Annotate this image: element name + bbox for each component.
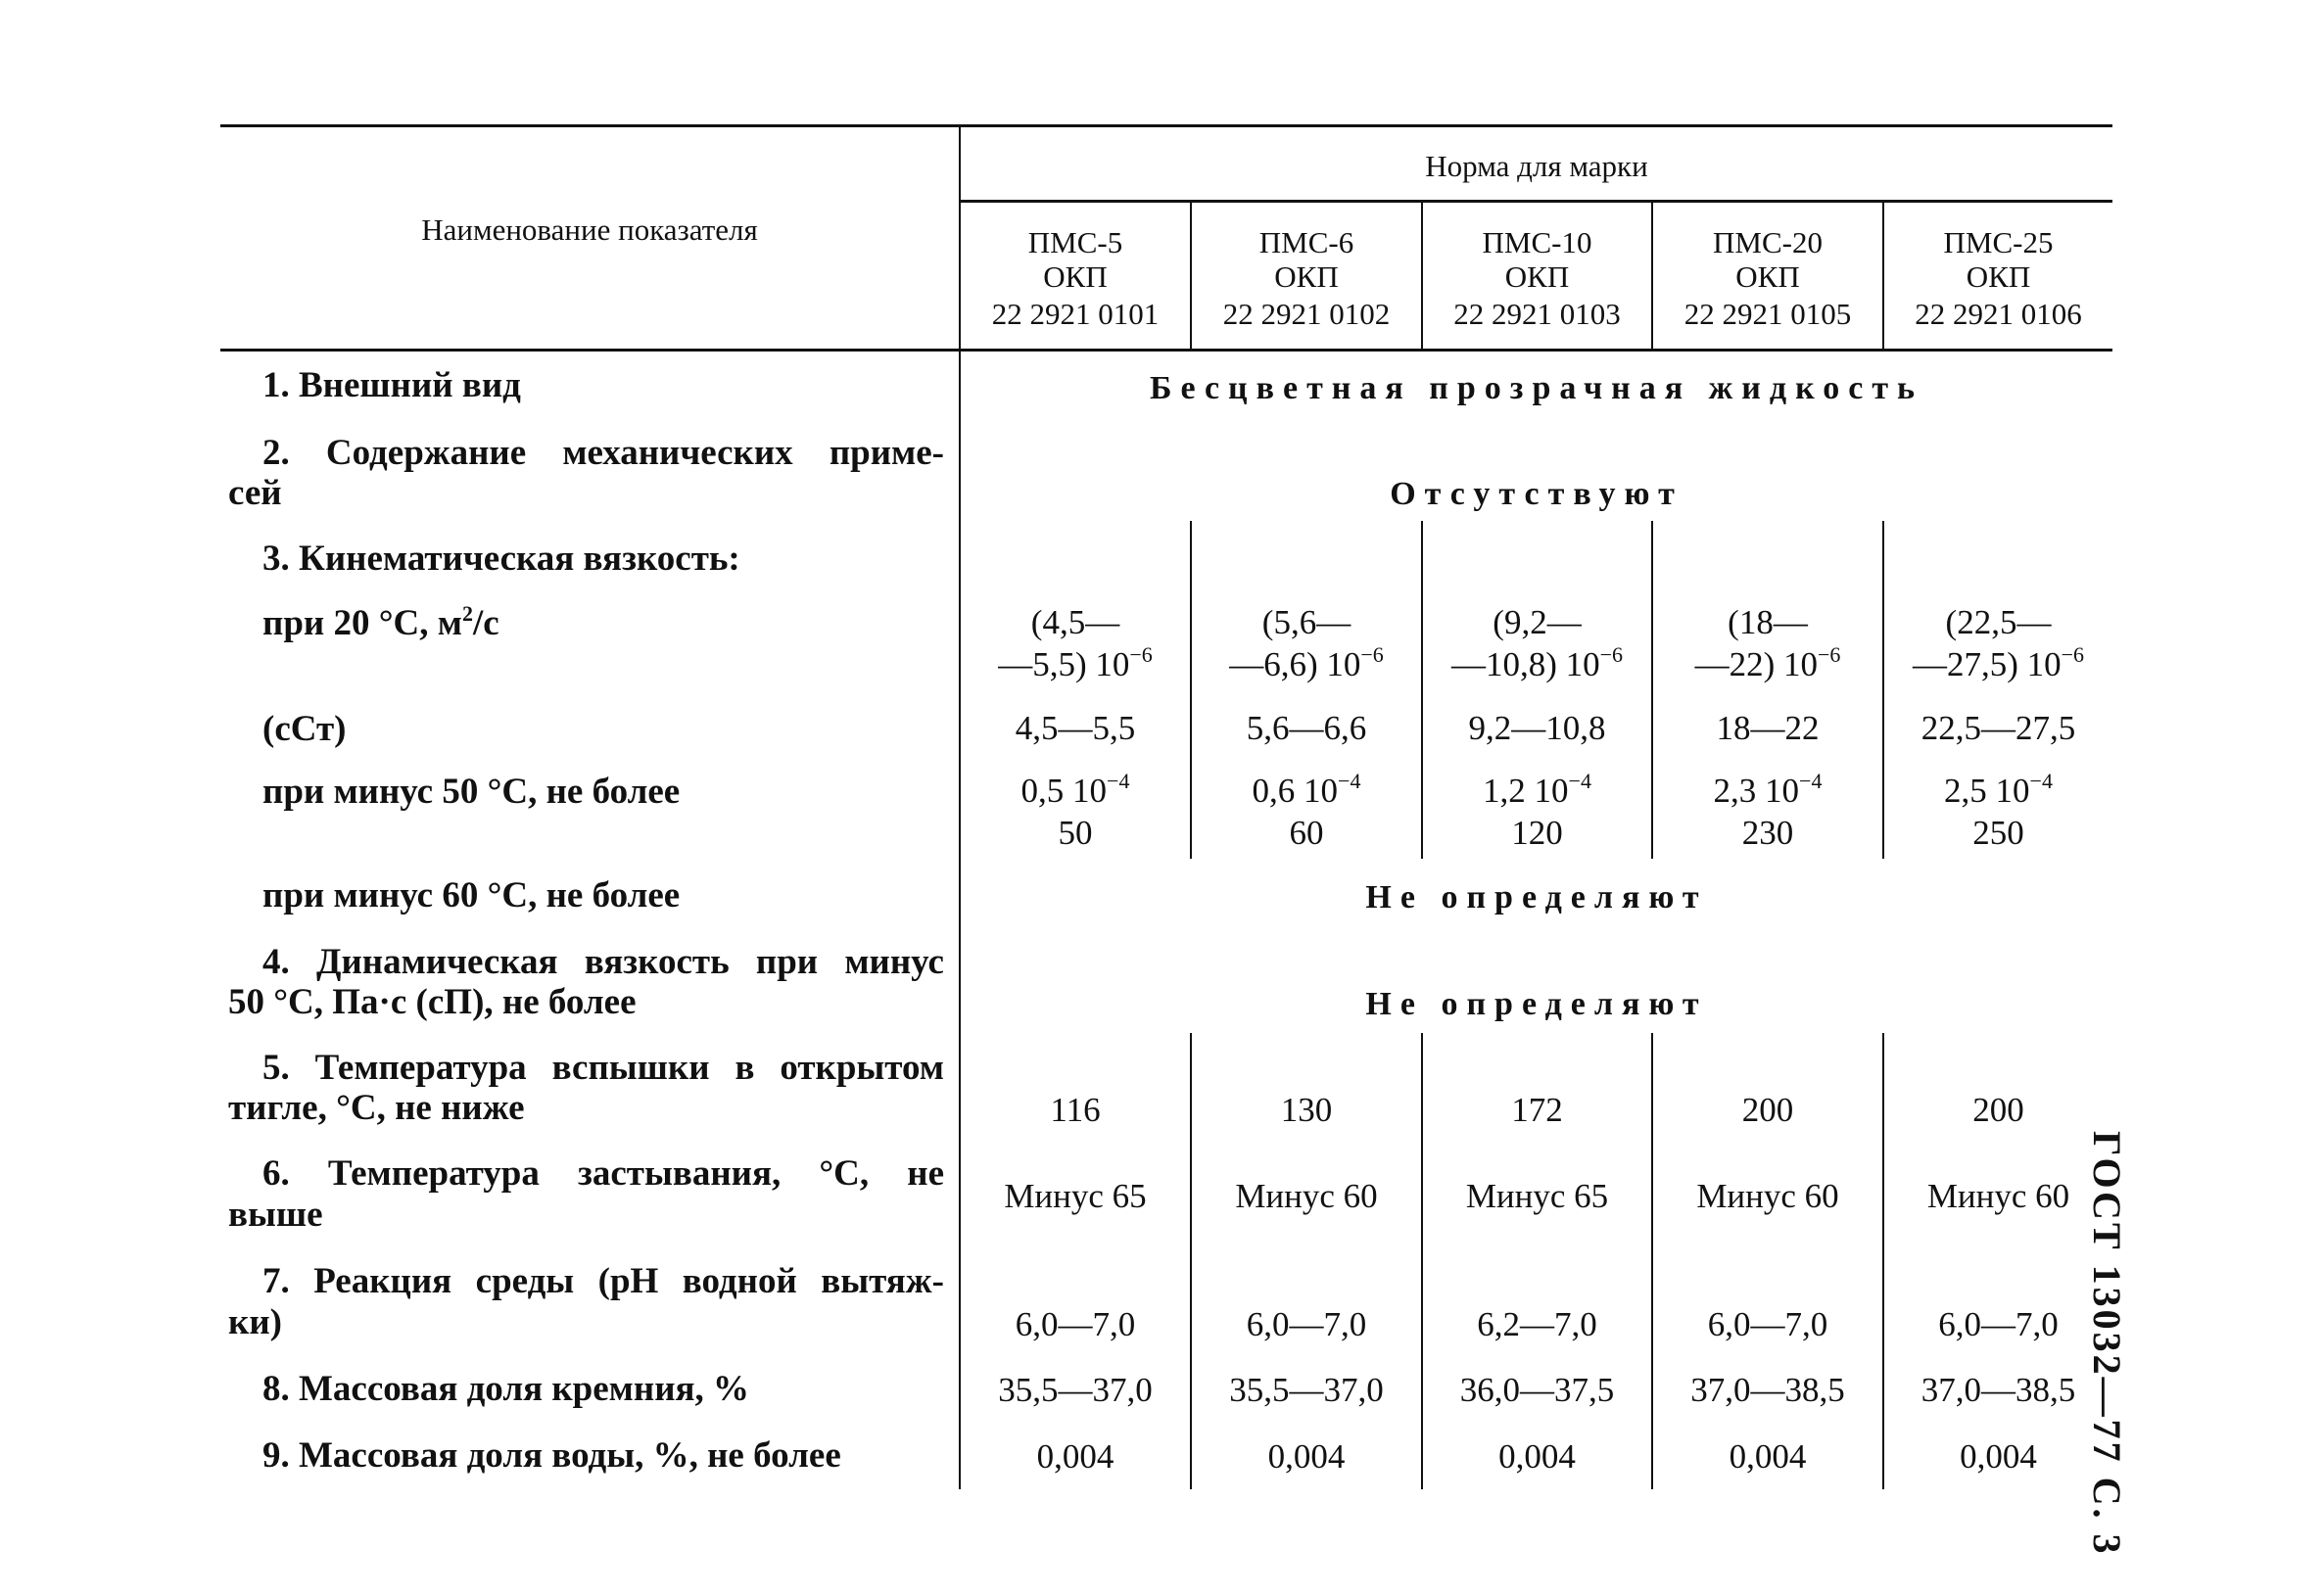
silicon-value: 36,0—37,5 xyxy=(1459,1371,1615,1409)
row-dynamic-value: Не определяют xyxy=(1365,986,1708,1022)
word: приме- xyxy=(829,433,944,473)
at20-value-line1: (9,2— xyxy=(1493,603,1582,641)
grade-code: 22 2921 0101 xyxy=(991,297,1160,331)
row-dynamic-name-line1 xyxy=(262,944,944,980)
cst-value: 18—22 xyxy=(1716,709,1820,747)
grade-name: ПМС-10 xyxy=(1482,225,1592,259)
at20-value-line2: —6,6) $10^{-6}$ xyxy=(1229,642,1384,683)
minus50-value-line1: 1,2 $10^{-4}$ xyxy=(1483,769,1591,810)
word: 4. xyxy=(262,942,290,982)
word: 6. xyxy=(262,1153,290,1194)
word: при xyxy=(755,942,819,982)
word: 5. xyxy=(262,1048,290,1088)
water-value: 0,004 xyxy=(1960,1437,2037,1476)
pour-value: Минус 60 xyxy=(1926,1177,2070,1215)
at20-value-line2: —27,5) $10^{-6}$ xyxy=(1912,642,2085,683)
row-water-name: 9. Массовая доля воды, %, не более xyxy=(262,1435,841,1476)
row-impurities-name-line2: сей xyxy=(228,473,282,513)
word: °C, xyxy=(819,1153,870,1194)
cst-value: 5,6—6,6 xyxy=(1246,709,1367,747)
label-text: при 20 °C, м xyxy=(262,603,462,643)
grade-name: ПМС-5 xyxy=(1027,225,1123,259)
row-at20-label xyxy=(262,601,499,643)
header-bottom-rule xyxy=(220,349,2112,352)
word: водной xyxy=(682,1261,797,1301)
side-caption: ГОСТ 13032—77 С. 3 xyxy=(2085,1131,2129,1557)
pour-value: Минус 60 xyxy=(1696,1177,1839,1215)
grade-name: ПМС-20 xyxy=(1713,225,1823,259)
word: Температура xyxy=(327,1153,540,1194)
word: открытом xyxy=(780,1048,944,1088)
pour-value: Минус 65 xyxy=(1465,1177,1609,1215)
silicon-value: 37,0—38,5 xyxy=(1690,1371,1845,1409)
at20-value-line2: —5,5) $10^{-6}$ xyxy=(998,642,1153,683)
minus50-value-line2: 120 xyxy=(1511,814,1563,852)
silicon-value: 37,0—38,5 xyxy=(1920,1371,2076,1409)
norm-for-grade-header: Норма для марки xyxy=(1425,149,1648,183)
minus50-value-line1: 2,3 $10^{-4}$ xyxy=(1713,769,1823,810)
cst-value: 4,5—5,5 xyxy=(1015,709,1136,747)
row-ph-name-line1 xyxy=(262,1263,944,1299)
row-impurities-value: Отсутствуют xyxy=(1390,476,1683,512)
grade-name: ПМС-25 xyxy=(1943,225,2054,259)
minus50-value-line1: 0,5 $10^{-4}$ xyxy=(1020,769,1130,810)
word: Динамическая xyxy=(315,942,558,982)
word: 7. xyxy=(262,1261,290,1301)
word: механических xyxy=(562,433,793,473)
grade-okp: ОКП xyxy=(1735,259,1800,294)
silicon-value: 35,5—37,0 xyxy=(998,1371,1153,1409)
flash-value: 200 xyxy=(1741,1091,1794,1129)
row-silicon-name: 8. Массовая доля кремния, % xyxy=(262,1369,750,1409)
word: Реакция xyxy=(313,1261,452,1301)
grade-okp: ОКП xyxy=(1966,259,2031,294)
word: вязкость xyxy=(584,942,730,982)
ph-value: 6,0—7,0 xyxy=(1938,1305,2059,1343)
flash-value: 116 xyxy=(1050,1091,1101,1129)
grade-okp: ОКП xyxy=(1504,259,1570,294)
row-impurities-name-line1 xyxy=(262,435,944,471)
column-divider xyxy=(1421,521,1423,859)
water-value: 0,004 xyxy=(1036,1437,1114,1476)
cst-value: 9,2—10,8 xyxy=(1468,709,1606,747)
grade-name: ПМС-6 xyxy=(1258,225,1354,259)
grade-okp: ОКП xyxy=(1043,259,1108,294)
pour-value: Минус 60 xyxy=(1235,1177,1378,1215)
row-flash-name-line2: тигле, °C, не ниже xyxy=(228,1088,525,1128)
water-value: 0,004 xyxy=(1729,1437,1807,1476)
word: Содержание xyxy=(325,433,527,473)
row-flash-name-line1 xyxy=(262,1050,944,1086)
grade-okp: ОКП xyxy=(1274,259,1339,294)
word: не xyxy=(907,1153,944,1194)
table-top-rule xyxy=(220,124,2112,127)
flash-value: 172 xyxy=(1511,1091,1563,1129)
word: 2. xyxy=(262,433,290,473)
cst-value: 22,5—27,5 xyxy=(1920,709,2076,747)
row-minus60-value: Не определяют xyxy=(1365,879,1708,915)
at20-value-line1: (22,5— xyxy=(1945,603,2052,641)
grade-code: 22 2921 0105 xyxy=(1683,297,1852,331)
ph-value: 6,2—7,0 xyxy=(1477,1305,1597,1343)
minus50-value-line2: 250 xyxy=(1972,814,2024,852)
row-dynamic-name-line2: 50 °C, Па·с (сП), не более xyxy=(228,982,637,1022)
at20-value-line2: —10,8) $10^{-6}$ xyxy=(1450,642,1624,683)
word: вспышки xyxy=(551,1048,710,1088)
minus50-value-line2: 60 xyxy=(1289,814,1324,852)
at20-value-line1: (5,6— xyxy=(1261,603,1351,641)
ph-value: 6,0—7,0 xyxy=(1015,1305,1136,1343)
at20-value-line2: —22) $10^{-6}$ xyxy=(1694,642,1841,683)
water-value: 0,004 xyxy=(1498,1437,1576,1476)
silicon-value: 35,5—37,0 xyxy=(1229,1371,1384,1409)
word: в xyxy=(735,1048,755,1088)
row-pour-name-line2: выше xyxy=(228,1195,323,1235)
row-minus50-label: при минус 50 °C, не более xyxy=(262,772,681,812)
water-value: 0,004 xyxy=(1267,1437,1346,1476)
label-sup: 2 xyxy=(461,601,473,626)
grade-header-rule xyxy=(960,200,2112,203)
at20-value-line1: (4,5— xyxy=(1030,603,1120,641)
grade-code: 22 2921 0102 xyxy=(1222,297,1391,331)
row-appearance-value: Бесцветная прозрачная жидкость xyxy=(1149,370,1924,406)
word: Температура xyxy=(314,1048,527,1088)
pour-value: Минус 65 xyxy=(1004,1177,1147,1215)
row-ph-name-line2: ки) xyxy=(228,1302,282,1342)
flash-value: 200 xyxy=(1972,1091,2024,1129)
flash-value: 130 xyxy=(1280,1091,1333,1129)
column-divider xyxy=(1651,521,1653,859)
word: минус xyxy=(844,942,944,982)
at20-value-line1: (18— xyxy=(1728,603,1808,641)
word: застывания, xyxy=(578,1153,782,1194)
word: вытяж- xyxy=(821,1261,944,1301)
word: среды xyxy=(475,1261,575,1301)
column-divider xyxy=(1190,521,1192,859)
row-kinematic-name: 3. Кинематическая вязкость: xyxy=(262,539,740,579)
minus50-value-line2: 230 xyxy=(1741,814,1794,852)
row-minus60-label: при минус 60 °C, не более xyxy=(262,875,681,915)
label-tail: /с xyxy=(472,603,499,643)
ph-value: 6,0—7,0 xyxy=(1246,1305,1367,1343)
row-cst-label: (сСт) xyxy=(262,709,347,749)
minus50-value-line2: 50 xyxy=(1058,814,1093,852)
minus50-value-line1: 0,6 $10^{-4}$ xyxy=(1252,769,1361,810)
grade-code: 22 2921 0103 xyxy=(1453,297,1621,331)
row-pour-name-line1 xyxy=(262,1155,944,1192)
ph-value: 6,0—7,0 xyxy=(1707,1305,1828,1343)
row-appearance-name: 1. Внешний вид xyxy=(262,365,521,405)
grade-code: 22 2921 0106 xyxy=(1915,297,2082,331)
column-divider xyxy=(1882,521,1884,859)
minus50-value-line1: 2,5 $10^{-4}$ xyxy=(1944,769,2053,810)
word: (pH xyxy=(597,1261,659,1301)
indicator-name-header: Наименование показателя xyxy=(421,212,758,247)
